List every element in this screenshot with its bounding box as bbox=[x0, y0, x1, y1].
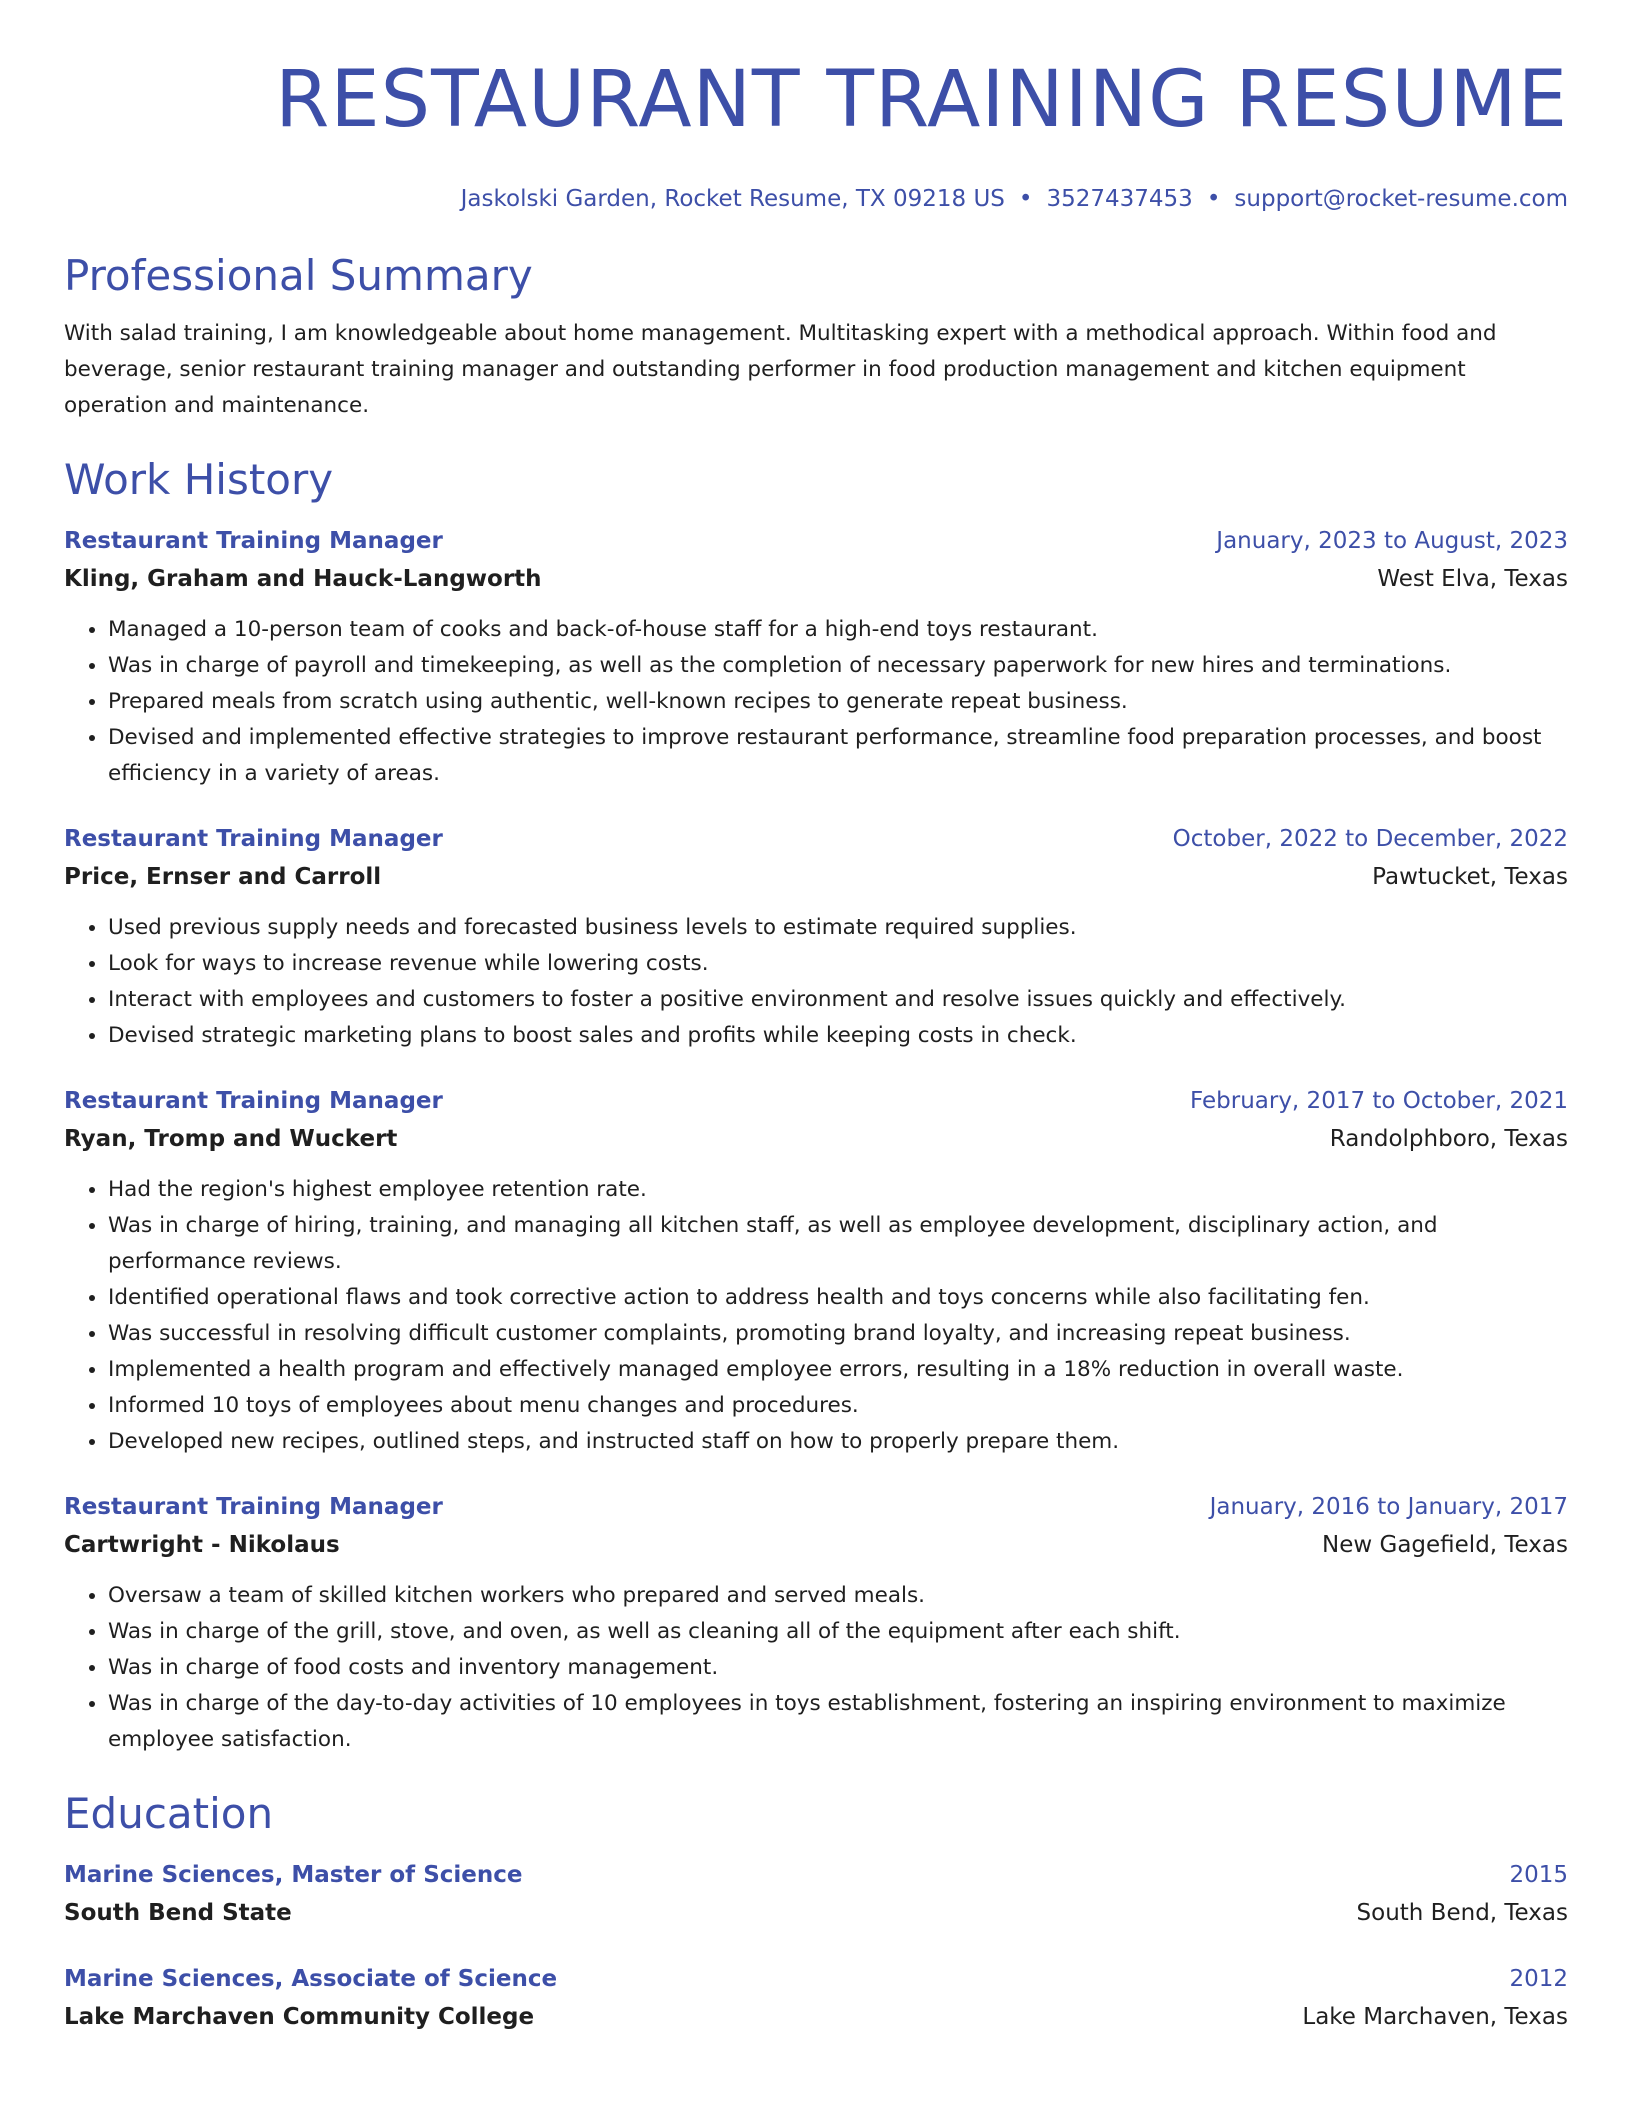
job-bullets bbox=[64, 1578, 1568, 1758]
education-school: Lake Marchaven Community College bbox=[64, 2004, 535, 2030]
job-title: Restaurant Training Manager bbox=[64, 528, 443, 554]
job-bullet: • Interact with employees and customers to foster a positive environment and resolve issues quickly and effectively. bbox=[108, 982, 1568, 1018]
job-bullets bbox=[64, 1172, 1568, 1460]
job-entry bbox=[64, 522, 1568, 792]
education-school: South Bend State bbox=[64, 1900, 292, 1926]
job-location: Pawtucket, Texas bbox=[1372, 864, 1568, 890]
education-entry bbox=[64, 1856, 1568, 1932]
education-heading: Education bbox=[64, 1789, 274, 1838]
job-bullet: • Was in charge of the grill, stove, and oven, as well as cleaning all of the equipment after each shift. bbox=[108, 1614, 1568, 1650]
job-dates: February, 2017 to October, 2021 bbox=[1190, 1088, 1568, 1114]
job-bullet: • Oversaw a team of skilled kitchen workers who prepared and served meals. bbox=[108, 1578, 1568, 1614]
contact-phone: 3527437453 bbox=[1046, 186, 1193, 212]
job-bullet: • Was in charge of the day-to-day activities of 10 employees in toys establishment, fostering an inspiring environment to maximize employee satisfaction. bbox=[108, 1686, 1568, 1758]
contact-email[interactable]: support@rocket-resume.com bbox=[1234, 186, 1568, 212]
job-bullet: • Had the region's highest employee retention rate. bbox=[108, 1172, 1568, 1208]
job-bullet: • Developed new recipes, outlined steps, and instructed staff on how to properly prepare them. bbox=[108, 1424, 1568, 1460]
job-bullet: • Implemented a health program and effectively managed employee errors, resulting in a 18% reduction in overall waste. bbox=[108, 1352, 1568, 1388]
job-dates: October, 2022 to December, 2022 bbox=[1172, 826, 1568, 852]
job-entry bbox=[64, 820, 1568, 1054]
job-bullet: • Was in charge of food costs and inventory management. bbox=[108, 1650, 1568, 1686]
job-bullet: • Was successful in resolving difficult customer complaints, promoting brand loyalty, and increasing repeat business. bbox=[108, 1316, 1568, 1352]
job-entry bbox=[64, 1082, 1568, 1460]
job-bullet: • Prepared meals from scratch using authentic, well-known recipes to generate repeat business. bbox=[108, 684, 1568, 720]
education-location: South Bend, Texas bbox=[1356, 1900, 1568, 1926]
education-entry bbox=[64, 1960, 1568, 2036]
job-company: Ryan, Tromp and Wuckert bbox=[64, 1126, 398, 1152]
contact-separator: • bbox=[1018, 186, 1033, 212]
job-bullet: • Informed 10 toys of employees about menu changes and procedures. bbox=[108, 1388, 1568, 1424]
job-title: Restaurant Training Manager bbox=[64, 1088, 443, 1114]
education-degree: Marine Sciences, Master of Science bbox=[64, 1862, 523, 1888]
contact-address: Jaskolski Garden, Rocket Resume, TX 09218 US bbox=[460, 186, 1005, 212]
job-bullet: • Was in charge of payroll and timekeeping, as well as the completion of necessary paperwork for new hires and terminations. bbox=[108, 648, 1568, 684]
job-bullet: • Devised and implemented effective strategies to improve restaurant performance, streamline food preparation processes, and boost efficiency in a variety of areas. bbox=[108, 720, 1568, 792]
education-year: 2015 bbox=[1509, 1862, 1568, 1888]
job-bullets bbox=[64, 910, 1568, 1054]
contact-separator: • bbox=[1206, 186, 1221, 212]
work-history-heading: Work History bbox=[64, 455, 334, 504]
job-dates: January, 2023 to August, 2023 bbox=[1216, 528, 1568, 554]
education-location: Lake Marchaven, Texas bbox=[1302, 2004, 1568, 2030]
job-title: Restaurant Training Manager bbox=[64, 826, 443, 852]
job-bullet: • Used previous supply needs and forecasted business levels to estimate required supplies. bbox=[108, 910, 1568, 946]
summary-text: With salad training, I am knowledgeable about home management. Multitasking expert with a methodical approach. Within food and beverage, senior restaurant training manager and outstanding performer in food production management and kitchen equipment operation and maintenance. bbox=[64, 321, 1497, 418]
job-location: New Gagefield, Texas bbox=[1322, 1532, 1568, 1558]
job-bullets bbox=[64, 612, 1568, 792]
education-year: 2012 bbox=[1509, 1966, 1568, 1992]
job-bullet: • Was in charge of hiring, training, and managing all kitchen staff, as well as employee development, disciplinary action, and performance reviews. bbox=[108, 1208, 1568, 1280]
job-company: Price, Ernser and Carroll bbox=[64, 864, 382, 890]
job-location: Randolphboro, Texas bbox=[1329, 1126, 1568, 1152]
job-company: Cartwright - Nikolaus bbox=[64, 1532, 340, 1558]
job-company: Kling, Graham and Hauck-Langworth bbox=[64, 566, 542, 592]
job-dates: January, 2016 to January, 2017 bbox=[1209, 1494, 1568, 1520]
job-bullet: • Devised strategic marketing plans to boost sales and profits while keeping costs in check. bbox=[108, 1018, 1568, 1054]
job-location: West Elva, Texas bbox=[1377, 566, 1568, 592]
job-bullet: • Look for ways to increase revenue while lowering costs. bbox=[108, 946, 1568, 982]
job-bullet: • Identified operational flaws and took corrective action to address health and toys concerns while also facilitating fen. bbox=[108, 1280, 1568, 1316]
summary-heading: Professional Summary bbox=[64, 251, 533, 300]
job-title: Restaurant Training Manager bbox=[64, 1494, 443, 1520]
resume-title: RESTAURANT TRAINING RESUME bbox=[275, 55, 1568, 145]
contact-line bbox=[64, 186, 1568, 212]
job-bullet: • Managed a 10-person team of cooks and back-of-house staff for a high-end toys restaurant. bbox=[108, 612, 1568, 648]
education-degree: Marine Sciences, Associate of Science bbox=[64, 1966, 558, 1992]
job-entry bbox=[64, 1488, 1568, 1758]
